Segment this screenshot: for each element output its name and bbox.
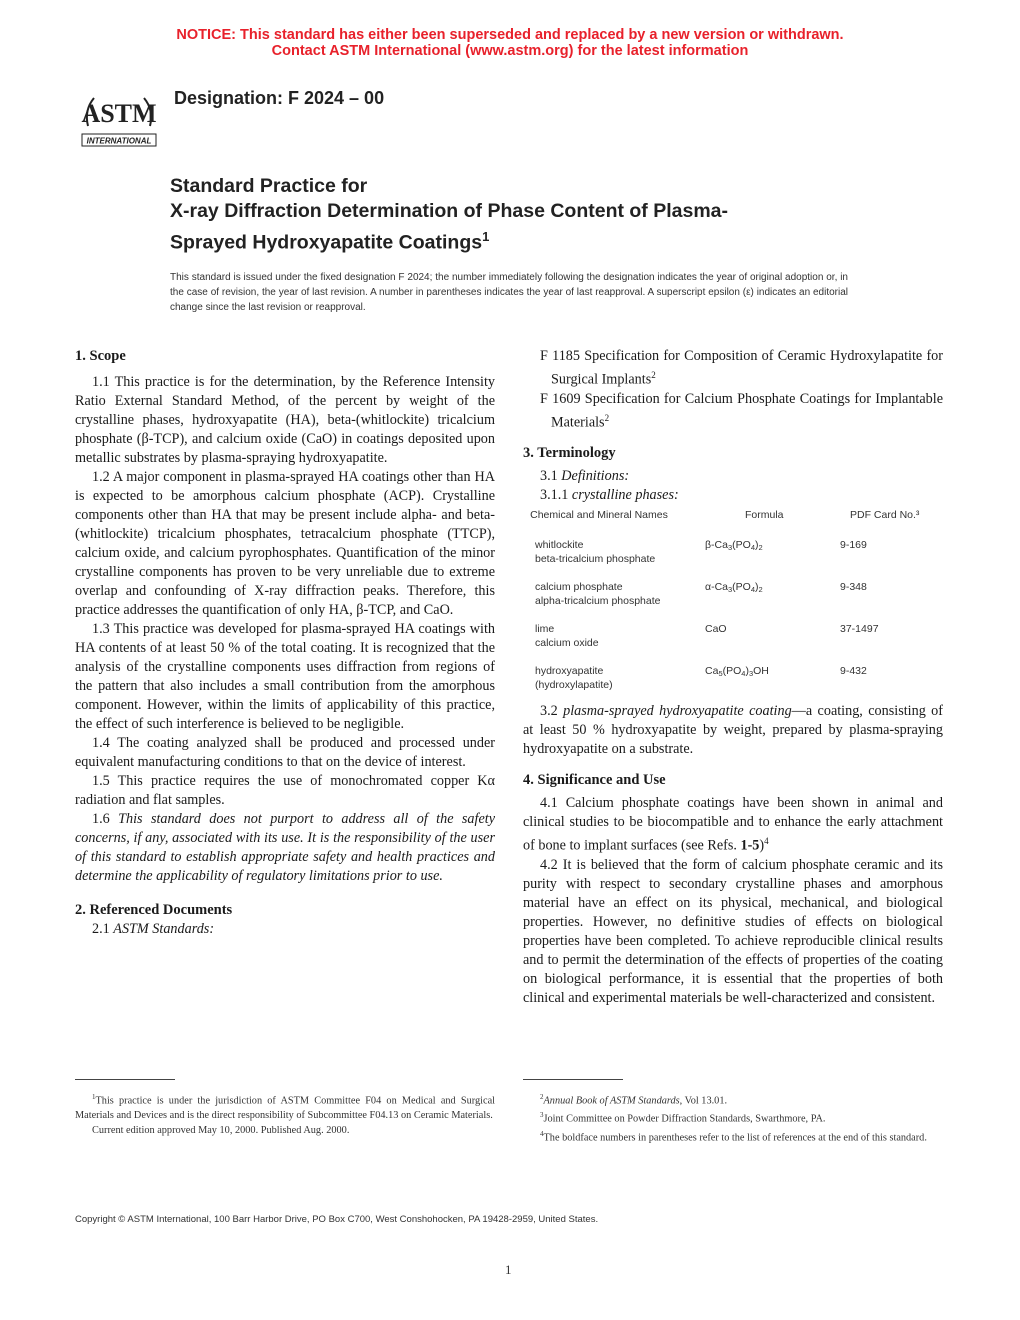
table-header: PDF Card No.³ [850, 509, 920, 522]
crystalline-phases-table [523, 508, 943, 696]
astm-logo [74, 80, 164, 152]
para-1-3: 1.3 This practice was developed for plasma-sprayed HA coatings with HA contents of at least 50 % of the total coating. It is recognized that the analysis of the crystalline components uses diffraction from regions of the pattern that also includes a small contribution from the amorphous component. However, within the limits of applicability of this practice, the effect of such interference is believed to be negligible. [75, 621, 495, 732]
referenced-heading: 2. Referenced Documents [75, 902, 233, 918]
para-1-4: 1.4 The coating analyzed shall be produced and processed under equivalent manufacturing conditions to that on the device of interest. [75, 735, 495, 770]
footnote-rule-left [75, 1079, 175, 1080]
withdrawal-notice [0, 27, 1020, 59]
table-cell-card: 9-169 [840, 539, 867, 552]
table-cell-name: lime calcium oxide [535, 623, 599, 650]
para-3-1-1: 3.1.1 crystalline phases: [540, 487, 679, 504]
title-line-1: Standard Practice for [170, 175, 368, 197]
footnote-2: $^2$Annual Book of ASTM Standards, Vol 13.01. [540, 1093, 728, 1107]
table-row [523, 580, 943, 622]
table-cell-name: hydroxyapatite (hydroxylapatite) [535, 665, 613, 692]
table-cell-card: 9-432 [840, 665, 867, 678]
table-header: Chemical and Mineral Names [530, 509, 668, 522]
para-2-1: 2.1 ASTM Standards: [92, 921, 215, 937]
footnote-rule-right [523, 1079, 623, 1080]
table-cell-card: 9-348 [840, 581, 867, 594]
table-cell-card: 37-1497 [840, 623, 879, 636]
table-row [523, 664, 943, 696]
table-row [523, 538, 943, 580]
para-3-2: 3.2 plasma-sprayed hydroxyapatite coating—a coating, consisting of at least 50 % hydroxyapatite by weight, prepared by plasma-spraying hydroxyapatite on a substrate. [523, 703, 943, 758]
table-header: Formula [745, 509, 784, 522]
footnote-1: $^1$This practice is under the jurisdiction of ASTM Committee F04 on Medical and Surgical Materials and Devices and is the direct responsibility of Subcommittee F04.13 on Ceramic Materials. [75, 1093, 495, 1122]
copyright-line: Copyright © ASTM International, 100 Barr Harbor Drive, PO Box C700, West Conshohocken, PA 19428-2959, United States. [75, 1214, 599, 1225]
para-1-6: 1.6 This standard does not purport to address all of the safety concerns, if any, associated with its use. It is the responsibility of the user of this standard to establish appropriate safety and health practices and determine the applicability of regulatory limitations prior to use. [75, 811, 495, 884]
para-1-5: 1.5 This practice requires the use of monochromated copper Kα radiation and flat samples. [75, 773, 495, 808]
scope-heading: 1. Scope [75, 348, 126, 364]
issued-note: This standard is issued under the fixed designation F 2024; the number immediately following the designation indicates the year of original adoption or, in the case of revision, the year of last revision. A number in parentheses indicates the year of last reapproval. A superscript epsilon (ε) indicates an editorial change since the last revision or reapproval. [170, 272, 848, 313]
table-cell-formula: CaO [705, 623, 727, 636]
right-column [523, 347, 943, 1008]
title-line-2: X-ray Diffraction Determination of Phase Content of Plasma- [170, 200, 729, 222]
ref-f1609: F 1609 Specification for Calcium Phosphate Coatings for Implantable Materials$^2$ [540, 390, 943, 431]
footnotes-left [75, 1090, 495, 1138]
table-row [523, 622, 943, 664]
table-header-row [523, 508, 943, 538]
para-3-1: 3.1 Definitions: [540, 468, 630, 485]
para-4-2: 4.2 It is believed that the form of calcium phosphate ceramic and its purity with respect to secondary crystalline phases and amorphous material have an effect on its physical, mechanical, and biological properties. However, no definitive studies of effects on biological properties have been completed. To achieve reproducible clinical results and to permit the determination of the effects of properties of the coating on biological performance, it is essential that the properties of both clinical and experimental materials be well-characterized and consistent. [523, 857, 943, 1007]
footnote-3: $^3$Joint Committee on Powder Diffraction Standards, Swarthmore, PA. [540, 1111, 826, 1125]
left-column [75, 347, 495, 939]
ref-f1185: F 1185 Specification for Composition of Ceramic Hydroxylapatite for Surgical Implants$^2$ [540, 348, 943, 388]
footnote-4: $^4$The boldface numbers in parentheses refer to the list of references at the end of this standard. [540, 1129, 927, 1144]
table-cell-formula: $\alpha-Ca_3(PO_4)_2$ [705, 581, 763, 595]
logo-letters: ASTM [81, 99, 157, 128]
page-title [170, 174, 890, 256]
title-footnote-mark: 1 [482, 229, 490, 244]
significance-heading: 4. Significance and Use [523, 772, 666, 789]
table-cell-formula: $Ca_5(PO_4)_3OH$ [705, 665, 769, 679]
terminology-heading: 3. Terminology [523, 445, 616, 462]
para-1-1: 1.1 This practice is for the determination, by the Reference Intensity Ratio External Standard Method, of the percent by weight of the crystalline phases, hydroxyapatite (HA), beta-(whitlockite) tricalcium phosphate (β-TCP), and calcium oxide (CaO) in coatings deposited upon metallic substrates by plasma-spraying hydroxyapatite. [75, 374, 495, 466]
footnote-1-edition: Current edition approved May 10, 2000. Published Aug. 2000. [92, 1125, 350, 1137]
footnotes-right [523, 1090, 943, 1145]
para-4-1: 4.1 Calcium phosphate coatings have been shown in animal and clinical studies to be biocompatible and to enhance the early attachment of bone to implant surfaces (see Refs. 1-5)$^4$ [523, 795, 943, 855]
logo-caption: INTERNATIONAL [86, 136, 152, 146]
table-cell-name: calcium phosphate alpha-tricalcium phosphate [535, 581, 661, 608]
table-cell-name: whitlockite beta-tricalcium phosphate [535, 539, 656, 566]
page-number: 1 [505, 1262, 512, 1277]
notice-line-1: NOTICE: This standard has either been superseded and replaced by a new version or withdrawn. [176, 27, 844, 43]
notice-line-2: Contact ASTM International (www.astm.org) for the latest information [271, 43, 749, 59]
para-1-2: 1.2 A major component in plasma-sprayed HA coatings other than HA is expected to be amorphous calcium phosphate (ACP). Crystalline components other than HA that may be present include alpha- and beta- (whitlockite) tricalcium phosphates, tetracalcium phosphate (TTCP), calcium oxide, and calcium pyrophosphates. Quantification of the minor crystalline components has proven to be very unreliable due to extreme overlap and confounding of X-ray diffraction peaks. Therefore, this practice addresses the quantification of only HA, β-TCP, and CaO. [75, 469, 495, 618]
table-cell-formula: $\beta-Ca_3(PO_4)_2$ [705, 539, 763, 553]
title-line-3: Sprayed Hydroxyapatite Coatings$^1$ [170, 229, 490, 254]
designation: Designation: F 2024 – 00 [174, 88, 385, 108]
